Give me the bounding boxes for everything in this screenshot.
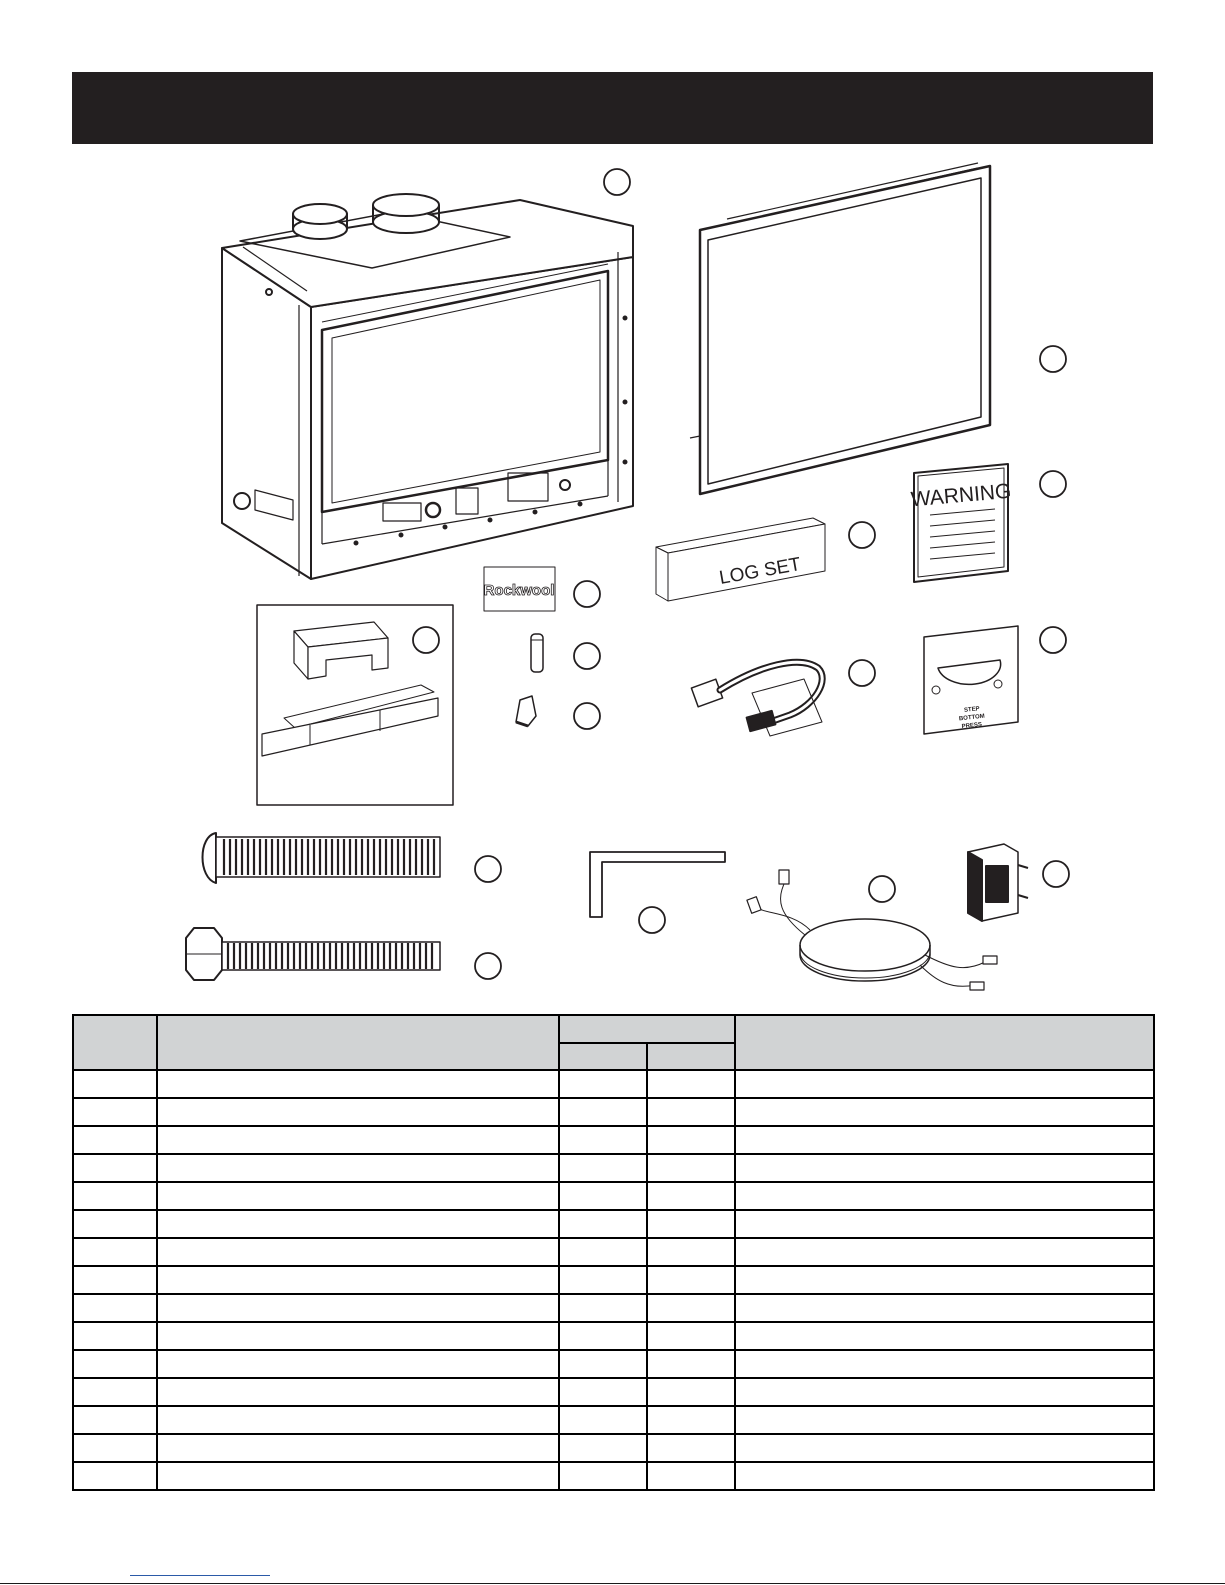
table-row [73, 1070, 1154, 1098]
table-row [73, 1210, 1154, 1238]
gas-flex-connector [691, 662, 822, 736]
table-row [73, 1378, 1154, 1406]
table-header-cell [559, 1015, 735, 1043]
callout-circle [1040, 471, 1066, 497]
callout-circle [1040, 346, 1066, 372]
table-row [73, 1462, 1154, 1490]
callout-circle [604, 169, 630, 195]
callout-circle [574, 643, 600, 669]
table-row [73, 1126, 1154, 1154]
footer-link-underline[interactable] [130, 1575, 270, 1576]
callout-circle [1043, 861, 1069, 887]
callout-circle [849, 660, 875, 686]
footer-rule [0, 1583, 1225, 1584]
callout-circle [639, 907, 665, 933]
placard-text-1: STEP [963, 706, 981, 714]
callout-circle [849, 522, 875, 548]
table-header-cell [735, 1015, 1154, 1070]
table-header-cell [647, 1043, 735, 1070]
table-header-cell [73, 1015, 157, 1070]
log-set-label: LOG SET [717, 554, 803, 589]
table-row [73, 1322, 1154, 1350]
placard-text-3: PRESS [961, 721, 983, 731]
table-row [73, 1266, 1154, 1294]
table-row [73, 1182, 1154, 1210]
glass-door-frame [690, 163, 990, 494]
placard-text-2: BOTTOM [958, 713, 986, 723]
fireplace-unit [222, 194, 633, 579]
callout-circle [475, 856, 501, 882]
table-header-cell [157, 1015, 559, 1070]
table-row [73, 1406, 1154, 1434]
callout-circle [574, 703, 600, 729]
rockwool-label: Rockwool [483, 582, 555, 599]
table-row [73, 1238, 1154, 1266]
table-row [73, 1154, 1154, 1182]
table-row [73, 1434, 1154, 1462]
table-row [73, 1294, 1154, 1322]
warning-label: WARNING [909, 479, 1013, 512]
callout-circle [475, 953, 501, 979]
rocker-switch [968, 844, 1028, 921]
parts-list-table [72, 1014, 1155, 1491]
table-row [73, 1098, 1154, 1126]
table-row [73, 1350, 1154, 1378]
callout-circle [869, 876, 895, 902]
callout-circle [574, 581, 600, 607]
callout-circle [413, 627, 439, 653]
standoff-spacer [531, 634, 543, 672]
callout-circle [1040, 627, 1066, 653]
table-header-cell [559, 1043, 647, 1070]
